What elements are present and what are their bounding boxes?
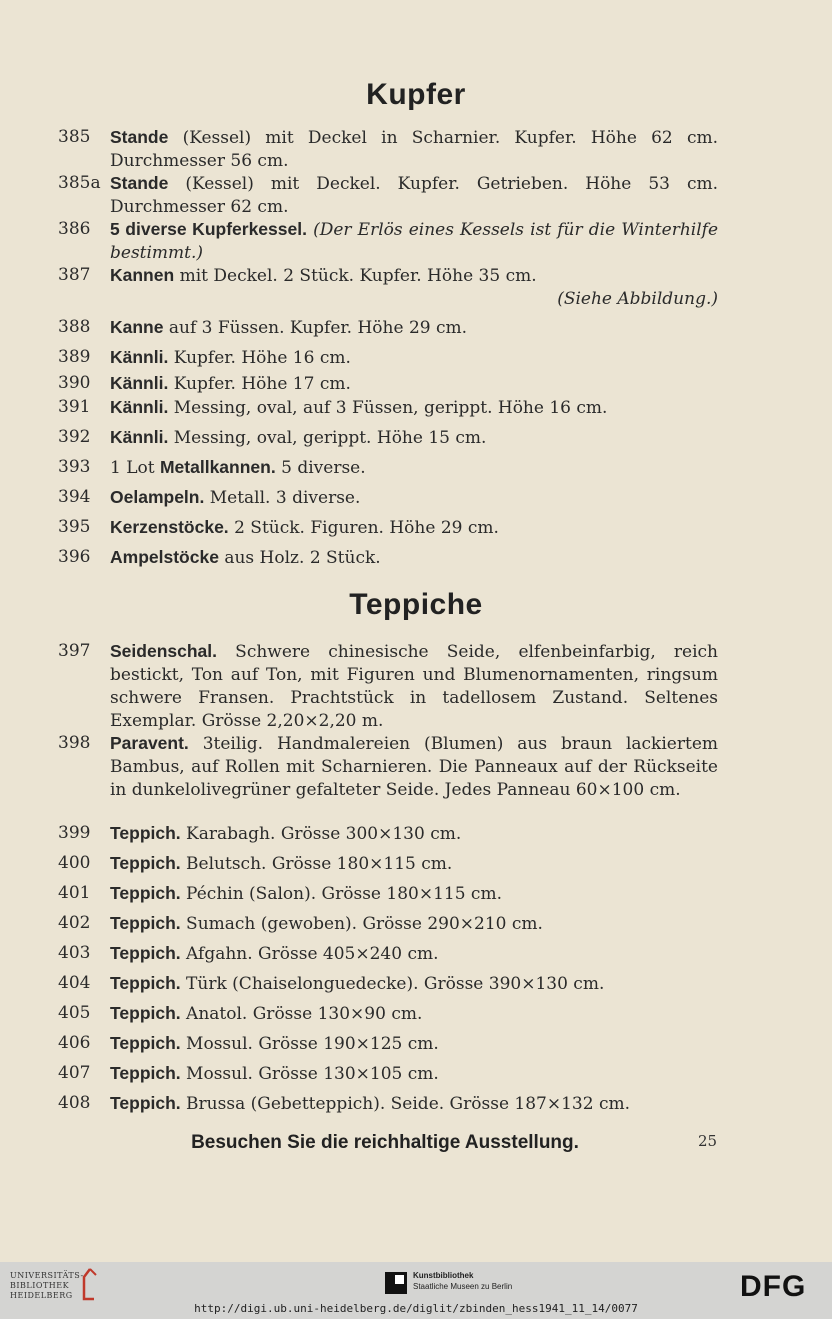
entry-description (110, 172, 718, 219)
entry-description (110, 882, 718, 906)
entry-number: 404 (58, 973, 91, 993)
entry-text: Anatol. Grösse 130×90 cm. (180, 1004, 423, 1024)
entry-text: Afgahn. Grösse 405×240 cm. (180, 944, 439, 964)
entry-description (110, 316, 718, 340)
entry-title: Kännli. (110, 427, 169, 447)
entry-number: 408 (58, 1093, 91, 1113)
entry-description (110, 732, 718, 802)
footer-text: Besuchen Sie die reichhaltige Ausstellung. (191, 1132, 579, 1153)
entry-text: Schwere chinesische Seide, elfenbeinfarbig, reich bestickt, Ton auf Ton, mit Figuren und Blumenornamenten, ringsum schwere Fransen. Prachtstück in tadellosem Zustand. Seltenes Exemplar. Grösse 2,20×2,20 m. (110, 642, 718, 731)
entry-text: Messing, oval, auf 3 Füssen, gerippt. Höhe 16 cm. (168, 398, 608, 418)
entry-text: Kupfer. Höhe 16 cm. (168, 348, 351, 368)
entry-number: 398 (58, 733, 91, 753)
entry-title: Paravent. (110, 733, 189, 753)
entry-description (110, 942, 718, 966)
entry-number: 385a (58, 173, 101, 193)
entry-number: 387 (58, 265, 91, 285)
entry-text: Brussa (Gebetteppich). Seide. Grösse 187×132 cm. (180, 1094, 631, 1114)
entry-description (110, 456, 718, 480)
kunstbibliothek-logo-icon[interactable] (385, 1272, 407, 1294)
kb-line-1: Kunstbibliothek (413, 1271, 474, 1280)
entry-text: auf 3 Füssen. Kupfer. Höhe 29 cm. (163, 318, 468, 338)
entry-note: (Siehe Abbildung.) (557, 289, 718, 309)
page-number: 25 (698, 1132, 718, 1150)
entry-title: Metallkannen. (159, 457, 276, 477)
entry-title: Teppich. (110, 1003, 181, 1023)
entry-number: 392 (58, 427, 91, 447)
entry-description (110, 1092, 718, 1116)
entry-text: mit Deckel. 2 Stück. Kupfer. Höhe 35 cm. (174, 266, 537, 286)
entry-number: 402 (58, 913, 91, 933)
entry-description (110, 822, 718, 846)
entry-text: Messing, oval, gerippt. Höhe 15 cm. (168, 428, 487, 448)
section-title-teppiche: Teppiche (349, 588, 483, 621)
entry-number: 391 (58, 397, 91, 417)
dfg-logo[interactable]: DFG (740, 1270, 807, 1303)
entry-description (110, 126, 718, 173)
entry-description (110, 1032, 718, 1056)
entry-description (110, 852, 718, 876)
entry-description (110, 1002, 718, 1026)
entry-description (110, 1062, 718, 1086)
entry-text: 3teilig. Handmalereien (Blumen) aus braun lackiertem Bambus, auf Rollen mit Scharnieren. Die Panneaux auf der Rückseite in dunkelolivegrüner gefalteter Seide. Jedes Panneau 60×100 cm. (110, 734, 718, 800)
entry-description (110, 426, 718, 450)
entry-title: Kännli. (110, 397, 169, 417)
entry-title: Teppich. (110, 1033, 181, 1053)
entry-description (110, 516, 718, 540)
entry-prefix: 1 Lot (110, 458, 160, 478)
entry-number: 390 (58, 373, 91, 393)
entry-number: 401 (58, 883, 91, 903)
entry-title: Stande (110, 173, 169, 193)
entry-title: Kännli. (110, 347, 169, 367)
entry-text: Türk (Chaiselonguedecke). Grösse 390×130 cm. (180, 974, 605, 994)
entry-text: Mossul. Grösse 130×105 cm. (180, 1064, 439, 1084)
entry-title: Teppich. (110, 1093, 181, 1113)
entry-title: 5 diverse Kupferkessel. (110, 219, 307, 239)
entry-text: 5 diverse. (275, 458, 366, 478)
entry-title: Teppich. (110, 853, 181, 873)
entry-description (110, 372, 718, 396)
entry-number: 397 (58, 641, 91, 661)
entry-description (110, 486, 718, 510)
ub-line-2: BIBLIOTHEK (10, 1281, 70, 1290)
entry-description (110, 640, 718, 733)
entry-title: Ampelstöcke (110, 547, 219, 567)
entry-description (110, 546, 718, 570)
entry-number: 385 (58, 127, 91, 147)
entry-text: 2 Stück. Figuren. Höhe 29 cm. (228, 518, 499, 538)
entry-description (110, 972, 718, 996)
entry-note: (Der Erlös eines Kessels ist für die Winterhilfe bestimmt.) (110, 220, 719, 263)
entry-number: 395 (58, 517, 91, 537)
entry-number: 400 (58, 853, 91, 873)
kunstbibliothek-label (413, 1270, 512, 1292)
entry-title: Teppich. (110, 943, 181, 963)
entry-number: 386 (58, 219, 91, 239)
entry-title: Kännli. (110, 373, 169, 393)
entry-text: Péchin (Salon). Grösse 180×115 cm. (180, 884, 502, 904)
entry-description (110, 264, 718, 311)
ub-line-3: HEIDELBERG (10, 1291, 73, 1300)
entry-title: Teppich. (110, 1063, 181, 1083)
entry-description (110, 346, 718, 370)
entry-number: 405 (58, 1003, 91, 1023)
entry-title: Teppich. (110, 913, 181, 933)
entry-text: Kupfer. Höhe 17 cm. (168, 374, 351, 394)
entry-number: 403 (58, 943, 91, 963)
section-title-kupfer: Kupfer (366, 78, 466, 111)
entry-title: Kannen (110, 265, 175, 285)
entry-text: Karabagh. Grösse 300×130 cm. (180, 824, 462, 844)
entry-text: (Kessel) mit Deckel. Kupfer. Getrieben. Höhe 53 cm. Durchmesser 62 cm. (110, 174, 718, 217)
page-url[interactable]: http://digi.ub.uni-heidelberg.de/diglit/zbinden_hess1941_11_14/0077 (194, 1302, 638, 1315)
entry-text: Sumach (gewoben). Grösse 290×210 cm. (180, 914, 543, 934)
entry-description (110, 396, 718, 420)
entry-title: Oelampeln. (110, 487, 205, 507)
entry-text: Metall. 3 diverse. (204, 488, 361, 508)
entry-title: Kanne (110, 317, 164, 337)
entry-text: aus Holz. 2 Stück. (218, 548, 381, 568)
entry-number: 388 (58, 317, 91, 337)
entry-text: Belutsch. Grösse 180×115 cm. (180, 854, 453, 874)
entry-number: 396 (58, 547, 91, 567)
entry-title: Kerzenstöcke. (110, 517, 229, 537)
entry-title: Stande (110, 127, 169, 147)
ub-logo-icon[interactable] (76, 1267, 100, 1303)
entry-number: 407 (58, 1063, 91, 1083)
entry-number: 394 (58, 487, 91, 507)
entry-description (110, 218, 718, 265)
ub-heidelberg-label (10, 1271, 84, 1301)
entry-number: 406 (58, 1033, 91, 1053)
entry-number: 389 (58, 347, 91, 367)
ub-line-1: UNIVERSITÄTS- (10, 1271, 84, 1280)
kb-line-2: Staatliche Museen zu Berlin (413, 1282, 513, 1291)
entry-text: Mossul. Grösse 190×125 cm. (180, 1034, 439, 1054)
entry-title: Teppich. (110, 973, 181, 993)
entry-text: (Kessel) mit Deckel in Scharnier. Kupfer. Höhe 62 cm. Durchmesser 56 cm. (110, 128, 718, 171)
entry-number: 399 (58, 823, 91, 843)
entry-description (110, 912, 718, 936)
entry-title: Teppich. (110, 823, 181, 843)
entry-title: Teppich. (110, 883, 181, 903)
entry-title: Seidenschal. (110, 641, 217, 661)
entry-number: 393 (58, 457, 91, 477)
